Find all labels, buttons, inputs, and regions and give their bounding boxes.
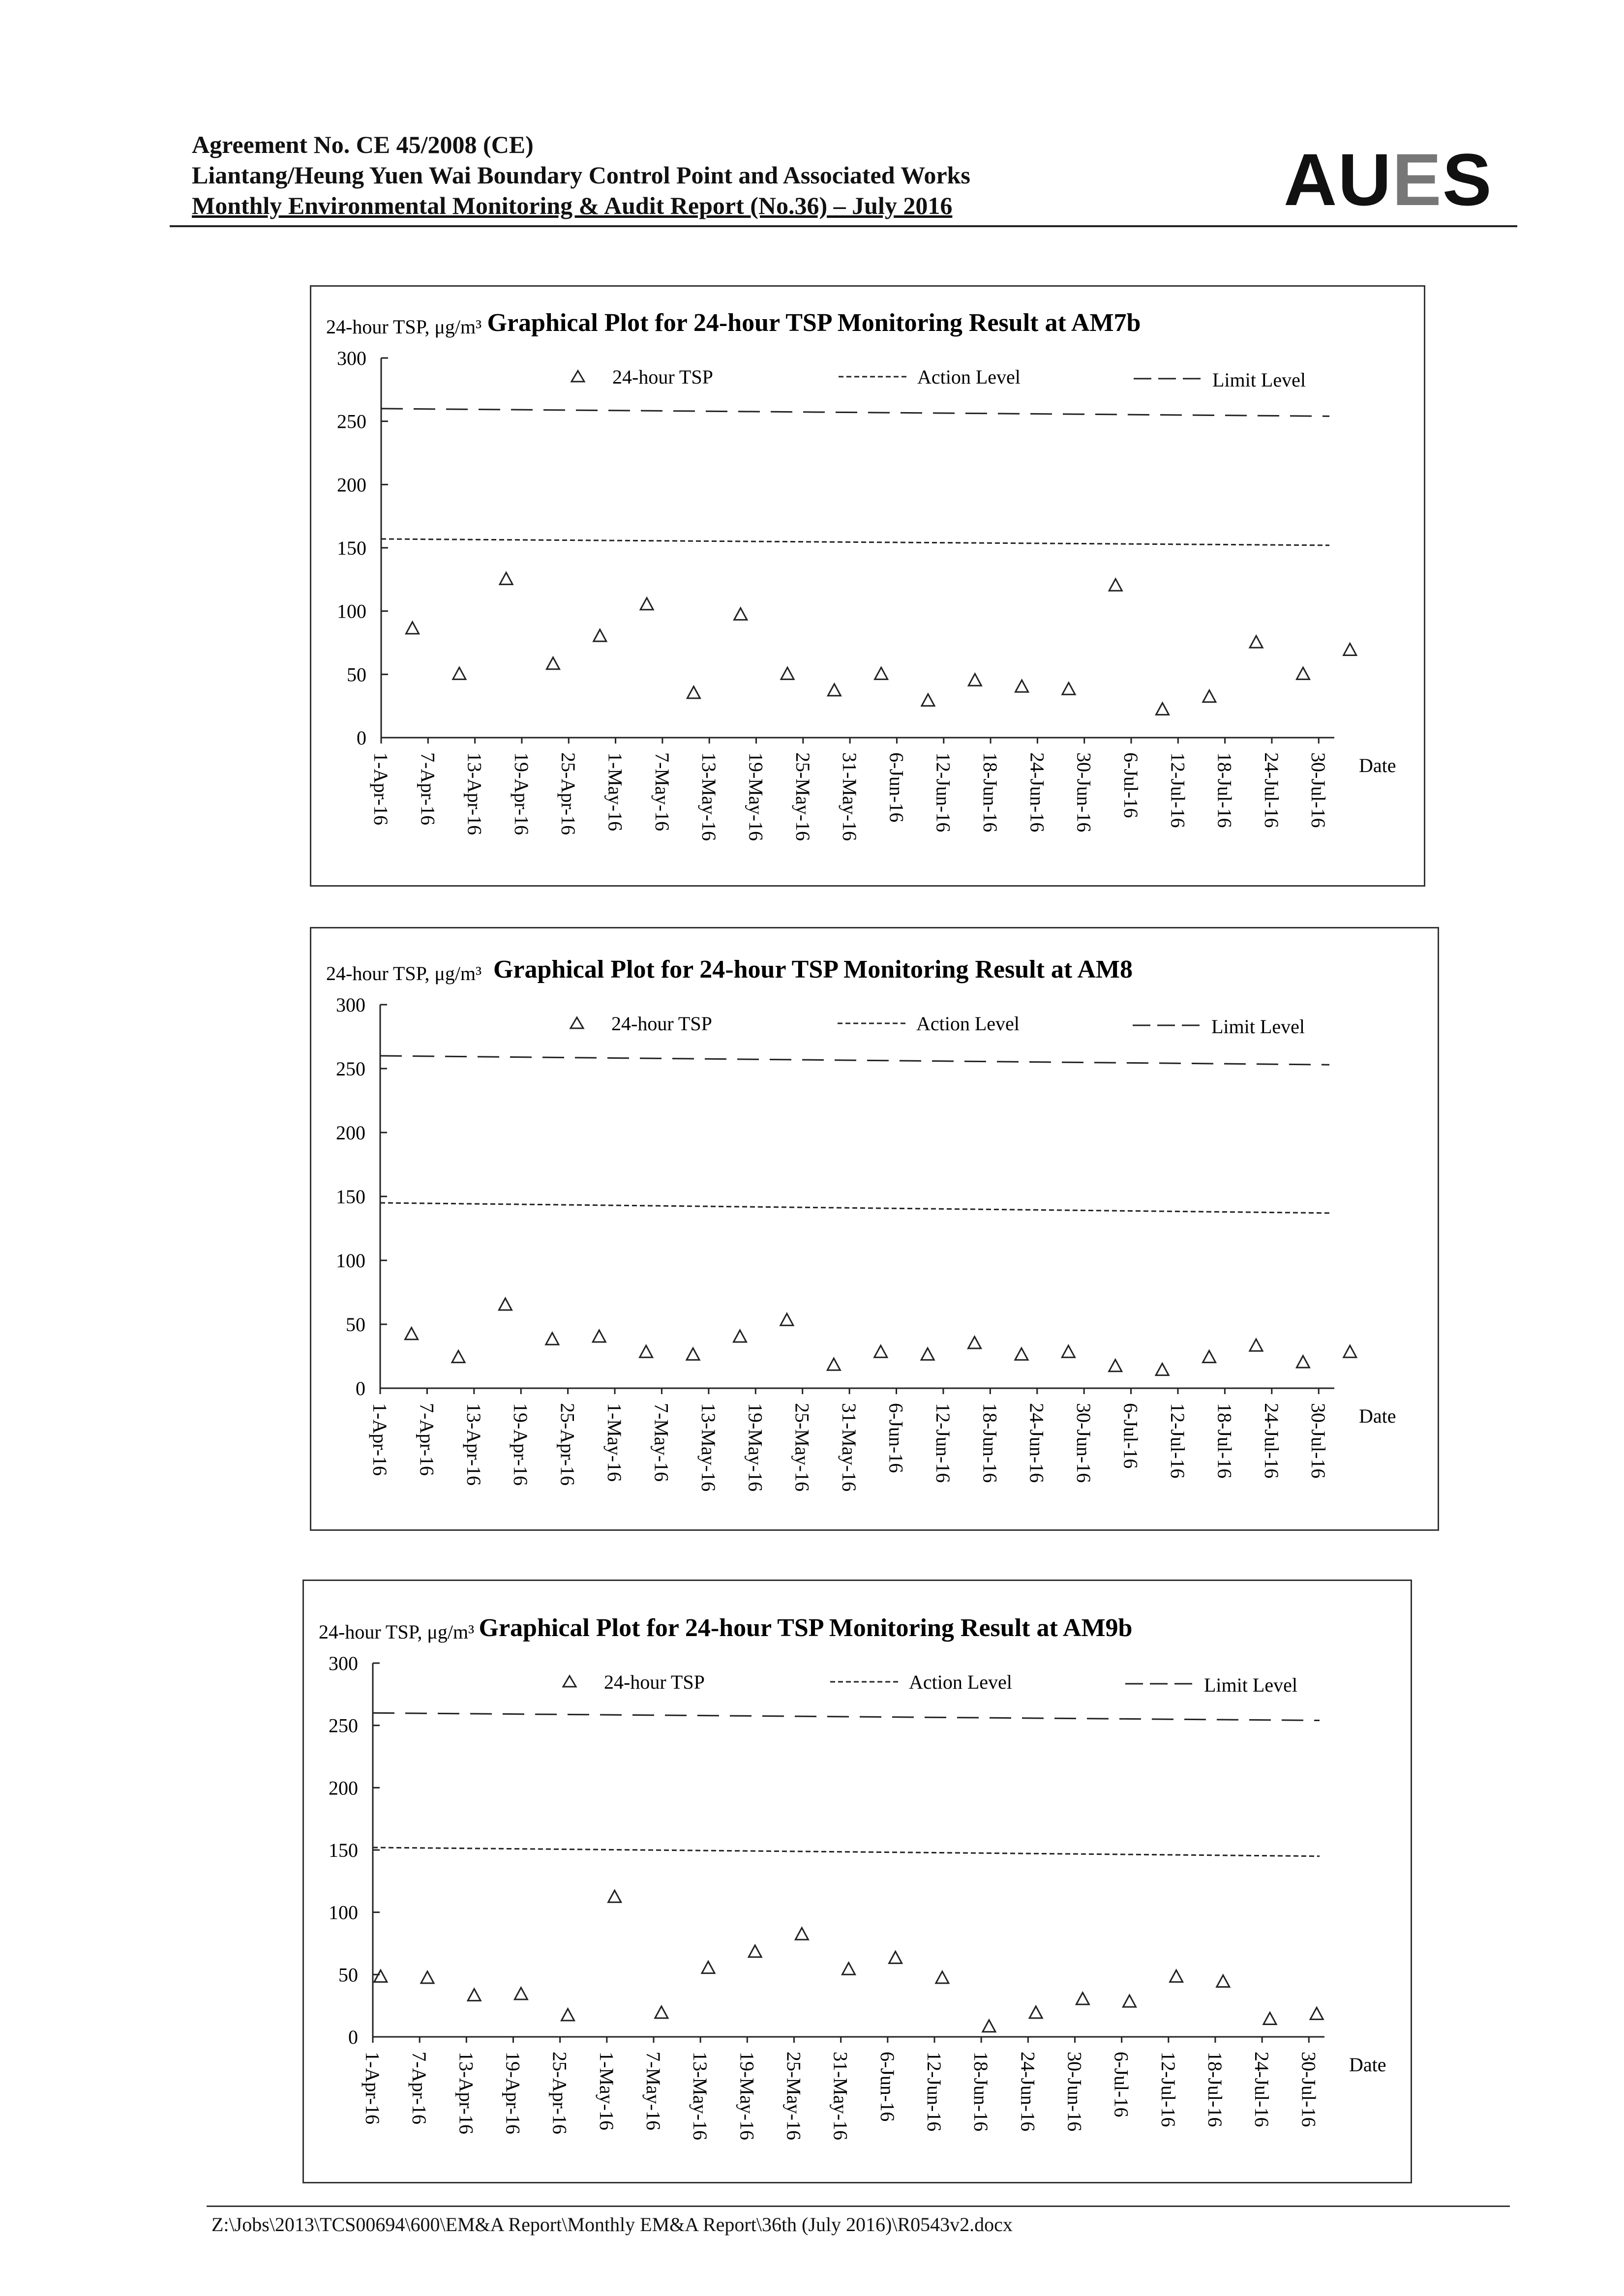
- x-tick-label: 31-May-16: [839, 752, 861, 841]
- y-tick-label: 0: [348, 2026, 358, 2048]
- x-tick-label: 19-May-16: [745, 752, 767, 841]
- data-point: [889, 1951, 902, 1963]
- x-tick-label: 6-Jul-16: [1119, 752, 1142, 818]
- header-divider: [170, 225, 1517, 227]
- aues-logo: AUES: [1284, 138, 1493, 221]
- data-point: [1029, 2006, 1042, 2018]
- data-point: [922, 694, 934, 706]
- data-point: [1016, 680, 1028, 692]
- x-tick-label: 30-Jun-16: [1073, 752, 1095, 833]
- x-tick-label: 24-Jul-16: [1260, 1403, 1283, 1479]
- x-tick-label: 1-May-16: [595, 2052, 618, 2130]
- data-point: [500, 572, 512, 584]
- data-point: [406, 622, 419, 634]
- data-point: [827, 1358, 840, 1370]
- x-tick-label: 13-May-16: [689, 2052, 712, 2140]
- legend-action-label: Action Level: [917, 366, 1021, 388]
- legend-action-label: Action Level: [916, 1013, 1020, 1035]
- data-point: [640, 598, 653, 610]
- action-level-line: [380, 1203, 1329, 1213]
- x-tick-label: 6-Jul-16: [1110, 2052, 1133, 2117]
- y-tick-label: 0: [357, 727, 366, 749]
- y-tick-label: 50: [347, 663, 366, 686]
- data-point: [781, 667, 794, 679]
- x-tick-label: 25-Apr-16: [548, 2052, 571, 2135]
- data-point: [921, 1348, 934, 1360]
- x-tick-label: 19-Apr-16: [502, 2052, 524, 2135]
- y-tick-label: 200: [337, 474, 366, 496]
- data-point: [514, 1988, 527, 1999]
- data-point: [1296, 1356, 1309, 1368]
- data-point: [546, 1333, 559, 1344]
- x-tick-label: 12-Jul-16: [1167, 752, 1189, 828]
- x-tick-label: 18-Jul-16: [1203, 2052, 1226, 2127]
- legend-marker: [571, 371, 584, 382]
- chart-am8-svg: [311, 928, 1438, 1529]
- x-tick-label: 13-Apr-16: [463, 752, 486, 835]
- y-axis-label: 24-hour TSP, μg/m³: [326, 962, 482, 984]
- x-tick-label: 19-Apr-16: [510, 1403, 532, 1486]
- x-axis-label: Date: [1359, 754, 1396, 776]
- x-tick-label: 24-Jul-16: [1260, 752, 1283, 828]
- x-tick-label: 25-May-16: [791, 752, 814, 841]
- data-point: [1156, 703, 1169, 715]
- data-point: [1250, 636, 1263, 648]
- y-axis-label: 24-hour TSP, μg/m³: [319, 1621, 475, 1643]
- chart-am9b-svg: [304, 1581, 1411, 2182]
- data-point: [734, 608, 747, 620]
- x-tick-label: 19-Apr-16: [510, 752, 533, 835]
- data-point: [781, 1313, 793, 1325]
- x-axis-label: Date: [1359, 1405, 1396, 1427]
- y-axis-label: 24-hour TSP, μg/m³: [326, 316, 482, 338]
- action-level-line: [373, 1848, 1320, 1856]
- x-tick-label: 13-Apr-16: [455, 2052, 478, 2135]
- data-point: [593, 1330, 605, 1342]
- data-point: [1344, 643, 1356, 655]
- x-tick-label: 7-May-16: [651, 752, 673, 831]
- data-point: [405, 1328, 418, 1340]
- y-tick-label: 250: [329, 1714, 358, 1737]
- x-tick-label: 31-May-16: [838, 1403, 861, 1491]
- chart-am9b: [302, 1580, 1412, 2183]
- y-tick-label: 200: [336, 1122, 365, 1144]
- data-point: [874, 1345, 887, 1357]
- footer-divider: [207, 2206, 1510, 2207]
- legend-action-label: Action Level: [909, 1671, 1012, 1693]
- data-point: [936, 1971, 949, 1983]
- project-name: Liantang/Heung Yuen Wai Boundary Control Point and Associated Works: [192, 161, 970, 189]
- data-point: [733, 1330, 746, 1342]
- action-level-line: [381, 539, 1329, 545]
- data-point: [452, 1351, 465, 1363]
- data-point: [1250, 1339, 1263, 1351]
- x-tick-label: 13-May-16: [697, 1403, 720, 1491]
- x-tick-label: 30-Jun-16: [1063, 2052, 1086, 2132]
- data-point: [562, 2009, 574, 2021]
- y-tick-label: 100: [336, 1250, 365, 1272]
- legend-marker: [563, 1676, 576, 1687]
- legend-series-label: 24-hour TSP: [604, 1671, 705, 1693]
- x-tick-label: 24-Jun-16: [1026, 752, 1049, 833]
- x-tick-label: 1-Apr-16: [369, 1403, 391, 1476]
- data-point: [702, 1962, 715, 1973]
- y-tick-label: 300: [329, 1652, 358, 1674]
- x-tick-label: 7-May-16: [650, 1403, 673, 1482]
- data-point: [1109, 1360, 1122, 1372]
- data-point: [1170, 1970, 1183, 1982]
- data-point: [1203, 690, 1216, 702]
- data-point: [546, 657, 559, 669]
- data-point: [1310, 2007, 1323, 2019]
- y-tick-label: 300: [337, 347, 366, 369]
- chart-title: Graphical Plot for 24-hour TSP Monitoring Result at AM7b: [487, 309, 1141, 337]
- legend-series-label: 24-hour TSP: [611, 1013, 712, 1035]
- data-point: [1263, 2013, 1276, 2025]
- y-tick-label: 250: [336, 1058, 365, 1080]
- chart-am8: [310, 927, 1439, 1531]
- y-tick-label: 100: [329, 1901, 358, 1924]
- x-tick-label: 12-Jun-16: [923, 2052, 945, 2132]
- x-tick-label: 6-Jul-16: [1119, 1403, 1142, 1469]
- x-tick-label: 1-Apr-16: [361, 2052, 384, 2125]
- x-tick-label: 6-Jun-16: [885, 1403, 907, 1473]
- chart-am7b-svg: [311, 287, 1424, 885]
- x-tick-label: 25-Apr-16: [556, 1403, 579, 1486]
- x-tick-label: 12-Jul-16: [1166, 1403, 1189, 1479]
- data-point: [1062, 683, 1075, 694]
- chart-am7b: [310, 285, 1425, 887]
- data-point: [608, 1890, 621, 1902]
- data-point: [1123, 1995, 1136, 2007]
- legend-limit-label: Limit Level: [1204, 1674, 1297, 1696]
- legend-limit-label: Limit Level: [1211, 1015, 1305, 1038]
- data-point: [421, 1971, 434, 1983]
- x-tick-label: 6-Jun-16: [876, 2052, 899, 2122]
- x-tick-label: 6-Jun-16: [885, 752, 908, 823]
- agreement-number: Agreement No. CE 45/2008 (CE): [192, 131, 534, 158]
- legend-series-label: 24-hour TSP: [612, 366, 713, 388]
- data-point: [1296, 667, 1309, 679]
- y-tick-label: 300: [336, 994, 365, 1016]
- x-tick-label: 25-May-16: [782, 2052, 805, 2140]
- y-tick-label: 150: [329, 1839, 358, 1861]
- x-tick-label: 7-Apr-16: [417, 752, 439, 826]
- x-tick-label: 18-Jun-16: [979, 1403, 1001, 1483]
- data-point: [655, 2006, 668, 2018]
- x-tick-label: 1-May-16: [604, 752, 627, 831]
- data-point: [1344, 1345, 1356, 1357]
- data-point: [1203, 1351, 1216, 1363]
- x-tick-label: 30-Jun-16: [1073, 1403, 1095, 1483]
- data-point: [1062, 1345, 1075, 1357]
- x-tick-label: 12-Jul-16: [1157, 2052, 1179, 2127]
- x-tick-label: 25-Apr-16: [557, 752, 580, 835]
- x-tick-label: 30-Jul-16: [1307, 1403, 1330, 1479]
- limit-level-line: [381, 409, 1329, 416]
- data-point: [749, 1945, 761, 1957]
- x-tick-label: 12-Jun-16: [932, 1403, 954, 1483]
- chart-title: Graphical Plot for 24-hour TSP Monitoring Result at AM9b: [479, 1614, 1133, 1642]
- data-point: [1109, 579, 1122, 591]
- data-point: [499, 1298, 511, 1310]
- x-tick-label: 31-May-16: [829, 2052, 852, 2140]
- x-tick-label: 7-May-16: [642, 2052, 664, 2130]
- data-point: [687, 1348, 699, 1360]
- x-tick-label: 1-May-16: [603, 1403, 626, 1482]
- x-tick-label: 7-Apr-16: [416, 1403, 438, 1476]
- y-tick-label: 150: [337, 537, 366, 559]
- legend-limit-label: Limit Level: [1212, 369, 1306, 391]
- x-axis-label: Date: [1349, 2054, 1386, 2076]
- x-tick-label: 1-Apr-16: [370, 752, 392, 826]
- data-point: [842, 1963, 855, 1974]
- x-tick-label: 24-Jun-16: [1017, 2052, 1039, 2132]
- x-tick-label: 30-Jul-16: [1297, 2052, 1320, 2127]
- limit-level-line: [373, 1713, 1320, 1720]
- x-tick-label: 18-Jul-16: [1213, 752, 1236, 828]
- data-point: [1156, 1364, 1169, 1375]
- file-path: Z:\Jobs\2013\TCS00694\600\EM&A Report\Monthly EM&A Report\36th (July 2016)\R0543v2.docx: [211, 2213, 1013, 2236]
- data-point: [968, 1337, 981, 1348]
- data-point: [1217, 1975, 1230, 1987]
- data-point: [875, 667, 888, 679]
- data-point: [968, 674, 981, 686]
- data-point: [1015, 1348, 1028, 1360]
- data-point: [594, 629, 606, 641]
- y-tick-label: 200: [329, 1777, 358, 1799]
- y-tick-label: 100: [337, 600, 366, 623]
- x-tick-label: 19-May-16: [736, 2052, 758, 2140]
- x-tick-label: 19-May-16: [744, 1403, 767, 1491]
- x-tick-label: 18-Jul-16: [1213, 1403, 1236, 1479]
- data-point: [468, 1989, 481, 2000]
- x-tick-label: 18-Jun-16: [970, 2052, 992, 2132]
- y-tick-label: 0: [356, 1377, 365, 1400]
- limit-level-line: [380, 1056, 1329, 1065]
- x-tick-label: 13-May-16: [698, 752, 721, 841]
- data-point: [828, 684, 841, 696]
- report-title: Monthly Environmental Monitoring & Audit Report (No.36) – July 2016: [192, 192, 953, 219]
- y-tick-label: 50: [338, 1964, 358, 1986]
- data-point: [983, 2020, 995, 2032]
- data-point: [374, 1970, 387, 1982]
- data-point: [640, 1345, 653, 1357]
- x-tick-label: 13-Apr-16: [462, 1403, 485, 1486]
- x-tick-label: 25-May-16: [791, 1403, 813, 1491]
- data-point: [687, 686, 700, 698]
- data-point: [1076, 1993, 1089, 2004]
- x-tick-label: 24-Jun-16: [1025, 1403, 1048, 1483]
- x-tick-label: 24-Jul-16: [1251, 2052, 1273, 2127]
- data-point: [795, 1928, 808, 1939]
- x-tick-label: 30-Jul-16: [1307, 752, 1330, 828]
- x-tick-label: 18-Jun-16: [979, 752, 1002, 833]
- data-point: [453, 667, 466, 679]
- y-tick-label: 50: [346, 1313, 365, 1336]
- x-tick-label: 7-Apr-16: [408, 2052, 431, 2125]
- y-tick-label: 250: [337, 410, 366, 433]
- x-tick-label: 12-Jun-16: [932, 752, 955, 833]
- legend-marker: [571, 1017, 583, 1028]
- y-tick-label: 150: [336, 1186, 365, 1208]
- chart-title: Graphical Plot for 24-hour TSP Monitoring Result at AM8: [493, 955, 1133, 984]
